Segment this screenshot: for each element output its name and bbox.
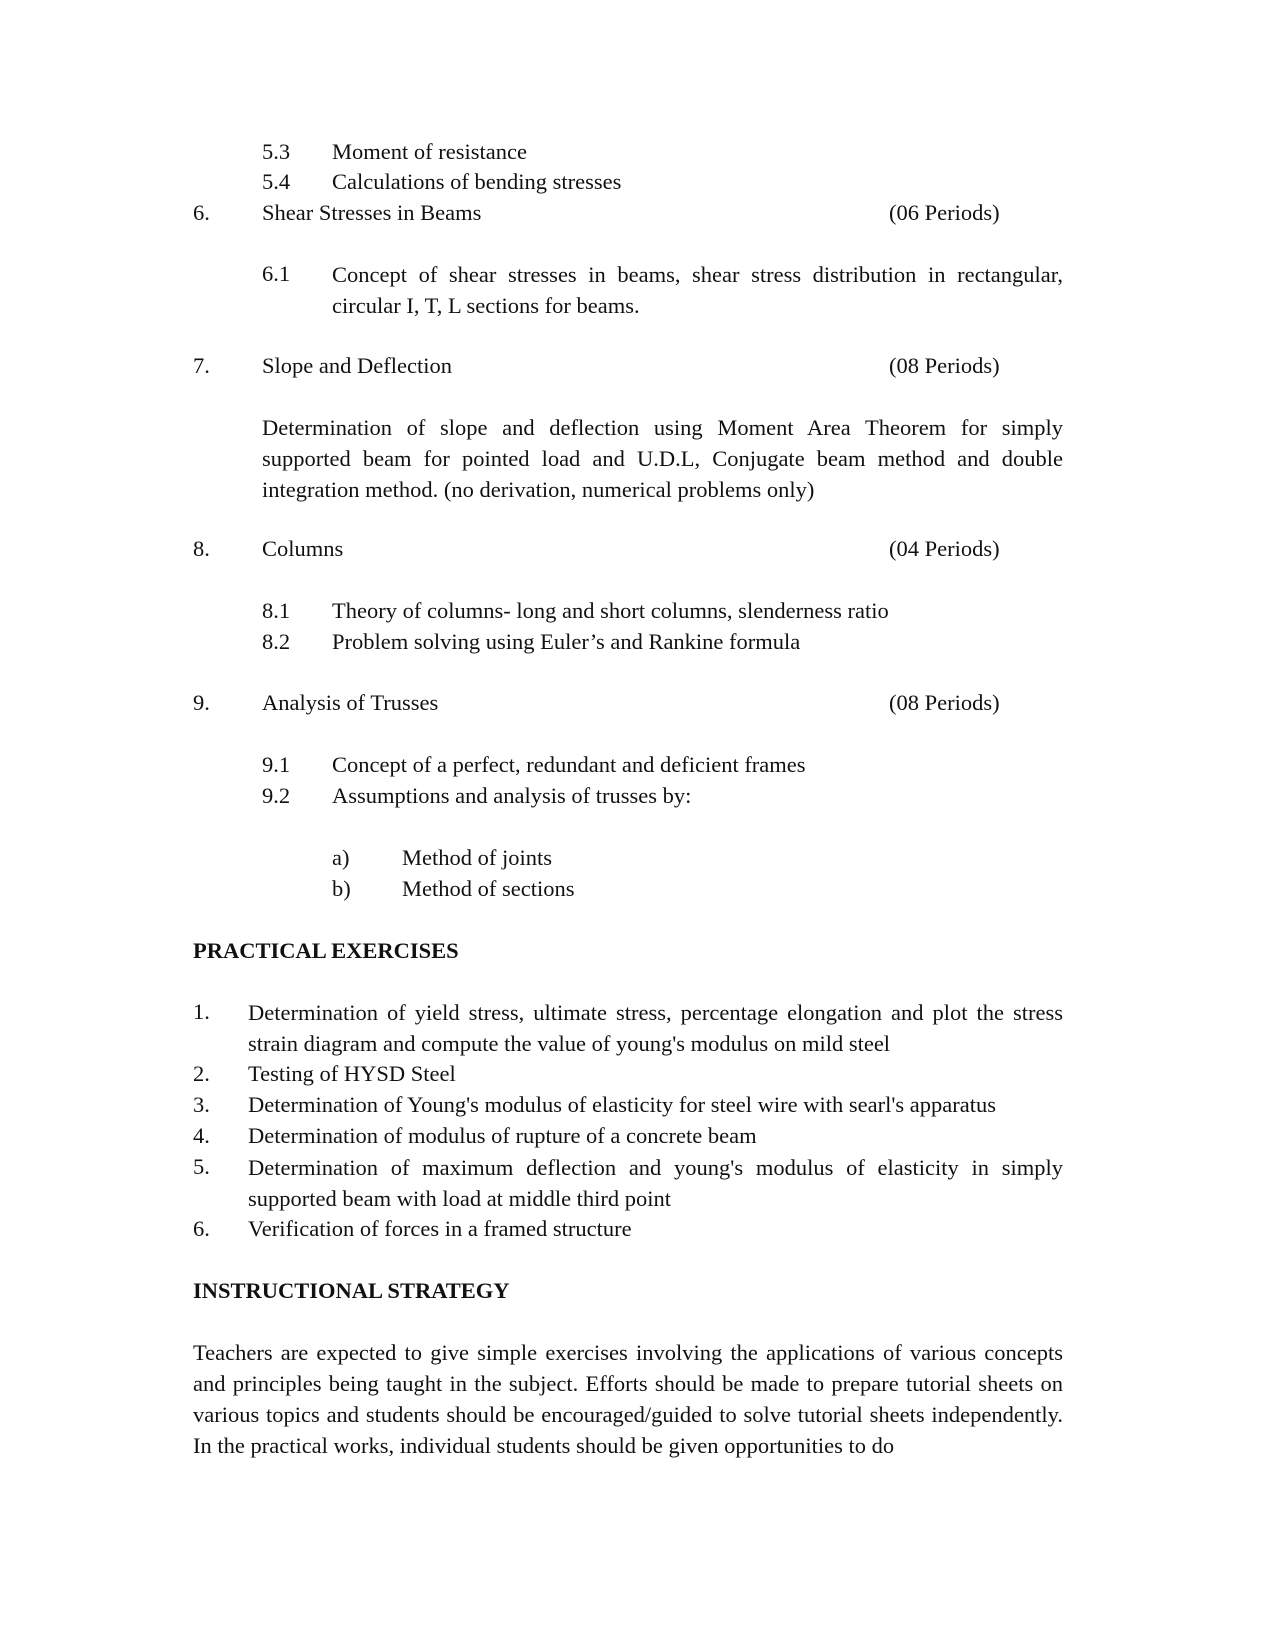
item-number: 9.1 [262,752,291,777]
section-periods: (04 Periods) [889,536,1000,561]
item-number: 8.2 [262,629,291,654]
list-item: Determination of modulus of rupture of a concrete beam [248,1123,757,1148]
list-number: 6. [193,1216,210,1241]
list-item: Determination of maximum deflection and young's modulus of elasticity in simply supported beam with load at middle third point [248,1155,1063,1211]
item-text: Problem solving using Euler’s and Rankine formula [332,629,801,654]
subitem-text: Method of joints [402,845,552,870]
subitem-text: Method of sections [402,876,575,901]
list-number: 4. [193,1123,210,1148]
subitem-letter: a) [332,845,350,870]
section-periods: (08 Periods) [889,353,1000,378]
item-text: Concept of shear stresses in beams, shear stress distribution in rectangular, circular I, T, L sections for beams. [332,262,1063,318]
section-periods: (06 Periods) [889,200,1000,225]
item-number: 6.1 [262,261,291,286]
section-number: 6. [193,200,210,225]
item-number: 9.2 [262,783,291,808]
section-number: 9. [193,690,210,715]
section-title: Analysis of Trusses [262,690,439,715]
list-number: 1. [193,999,210,1024]
item-number: 8.1 [262,598,291,623]
section-title: Slope and Deflection [262,353,452,378]
section-paragraph: Determination of slope and deflection using Moment Area Theorem for simply supported beam for pointed load and U.D.L, Conjugate beam method and double integration method. (no derivation, numerical problems only) [262,415,1063,502]
list-item: Determination of yield stress, ultimate stress, percentage elongation and plot the stress strain diagram and compute the value of young's modulus on mild steel [248,1000,1063,1056]
list-item: Determination of Young's modulus of elasticity for steel wire with searl's apparatus [248,1092,996,1117]
section-number: 7. [193,353,210,378]
list-number: 3. [193,1092,210,1117]
section-number: 8. [193,536,210,561]
section-periods: (08 Periods) [889,690,1000,715]
item-text: Calculations of bending stresses [332,169,622,194]
section-title: Columns [262,536,344,561]
item-text: Theory of columns- long and short columns, slenderness ratio [332,598,889,623]
instructional-paragraph: Teachers are expected to give simple exercises involving the applications of various concepts and principles being taught in the subject. Efforts should be made to prepare tutorial sheets on various topics and students should be encouraged/guided to solve tutorial sheets independently. In the practical works, individual students should be given opportunities to do [193,1340,1063,1458]
subitem-letter: b) [332,876,351,901]
list-number: 5. [193,1154,210,1179]
item-text: Moment of resistance [332,139,527,164]
practical-heading: PRACTICAL EXERCISES [193,938,459,963]
instructional-heading: INSTRUCTIONAL STRATEGY [193,1278,510,1303]
item-number: 5.4 [262,169,291,194]
list-number: 2. [193,1061,210,1086]
item-text: Concept of a perfect, redundant and deficient frames [332,752,806,777]
list-item: Verification of forces in a framed structure [248,1216,632,1241]
section-title: Shear Stresses in Beams [262,200,482,225]
item-number: 5.3 [262,139,291,164]
list-item: Testing of HYSD Steel [248,1061,456,1086]
item-text: Assumptions and analysis of trusses by: [332,783,692,808]
